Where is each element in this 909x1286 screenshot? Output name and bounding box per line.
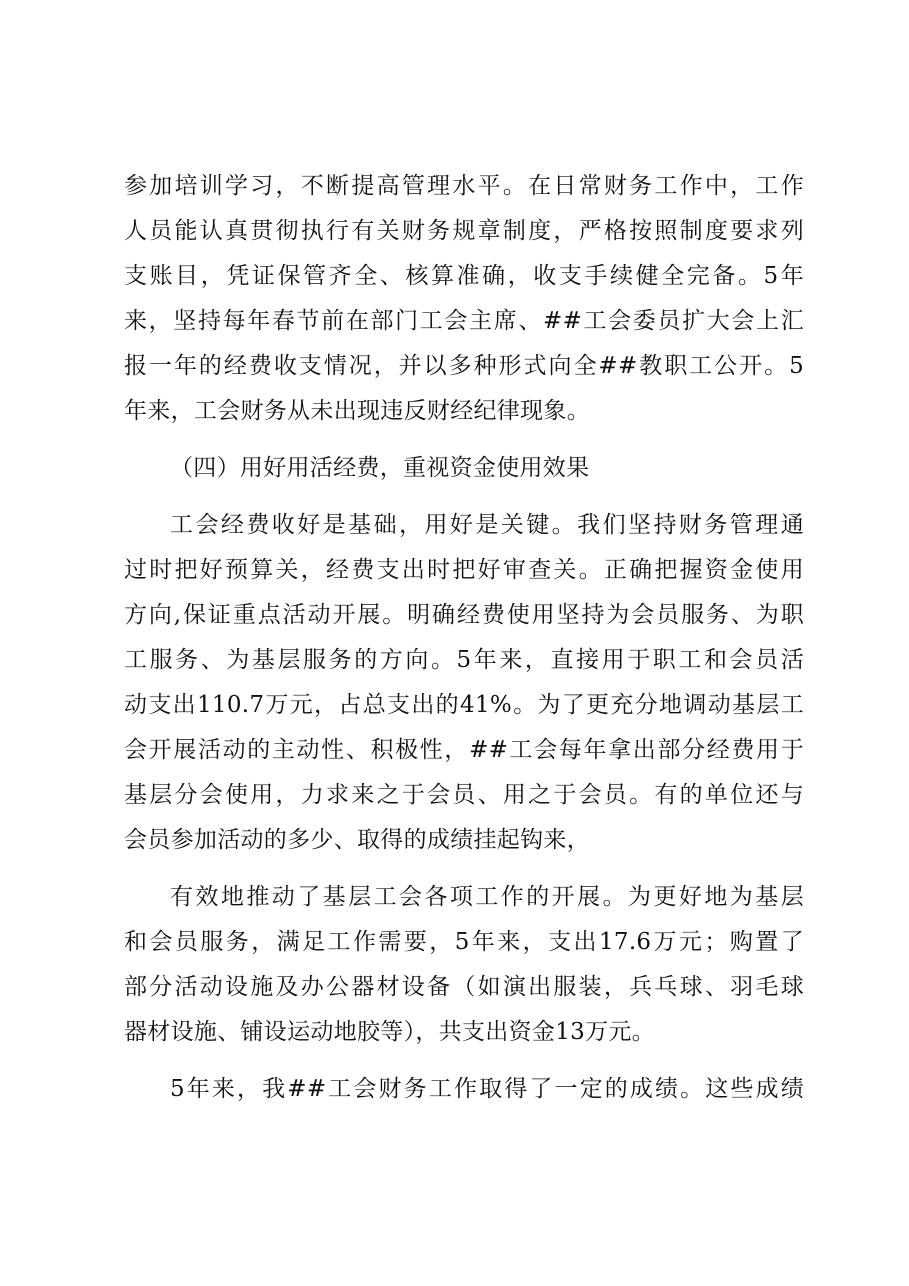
paragraph-fund-usage [124,503,804,863]
text-line: 会员参加活动的多少、取得的成绩挂起钩来， [124,827,590,853]
text-line: 工会经费收好是基础，用好是关键。我们坚持财务管理通 [170,512,804,538]
text-line: 基层分会使用，力求来之于会员、用之于会员。有的单位还与 [124,782,804,808]
text-line: 会开展活动的主动性、积极性，##工会每年拿出部分经费用于 [124,737,804,763]
text-line: 5年来，我##工会财务工作取得了一定的成绩。这些成绩 [170,1076,804,1102]
text-line: 来，坚持每年春节前在部门工会主席、##工会委员扩大会上汇 [124,308,804,334]
document-body [124,164,804,1112]
paragraph-grassroots-support [124,875,804,1055]
text-line: 支账目，凭证保管齐全、核算准确，收支手续健全完备。5年 [124,263,804,289]
text-line: 有效地推动了基层工会各项工作的开展。为更好地为基层 [170,884,804,910]
paragraph-finance-management [124,164,804,434]
section-heading-text: （四）用好用活经费，重视资金使用效果 [170,455,590,481]
text-line: 参加培训学习，不断提高管理水平。在日常财务工作中，工作 [124,173,804,199]
text-line: 动支出110.7万元，占总支出的41%。为了更充分地调动基层工 [124,692,804,718]
text-line: 过时把好预算关，经费支出时把好审查关。正确把握资金使用 [124,557,804,583]
text-line: 工服务、为基层服务的方向。5年来，直接用于职工和会员活 [124,647,804,673]
text-line: 年来，工会财务从未出现违反财经纪律现象。 [124,398,590,424]
text-line: 部分活动设施及办公器材设备（如演出服装，兵乓球、羽毛球 [124,974,804,1000]
text-line: 方向,保证重点活动开展。明确经费使用坚持为会员服务、为职 [124,602,804,628]
text-line: 人员能认真贯彻执行有关财务规章制度，严格按照制度要求列 [124,218,804,244]
paragraph-achievements [124,1067,804,1112]
text-line: 报一年的经费收支情况，并以多种形式向全##教职工公开。5 [124,353,804,379]
text-line: 和会员服务，满足工作需要，5年来，支出17.6万元；购置了 [124,929,804,955]
text-line: 器材设施、铺设运动地胶等），共支出资金13万元。 [124,1019,655,1045]
section-heading [124,446,804,491]
